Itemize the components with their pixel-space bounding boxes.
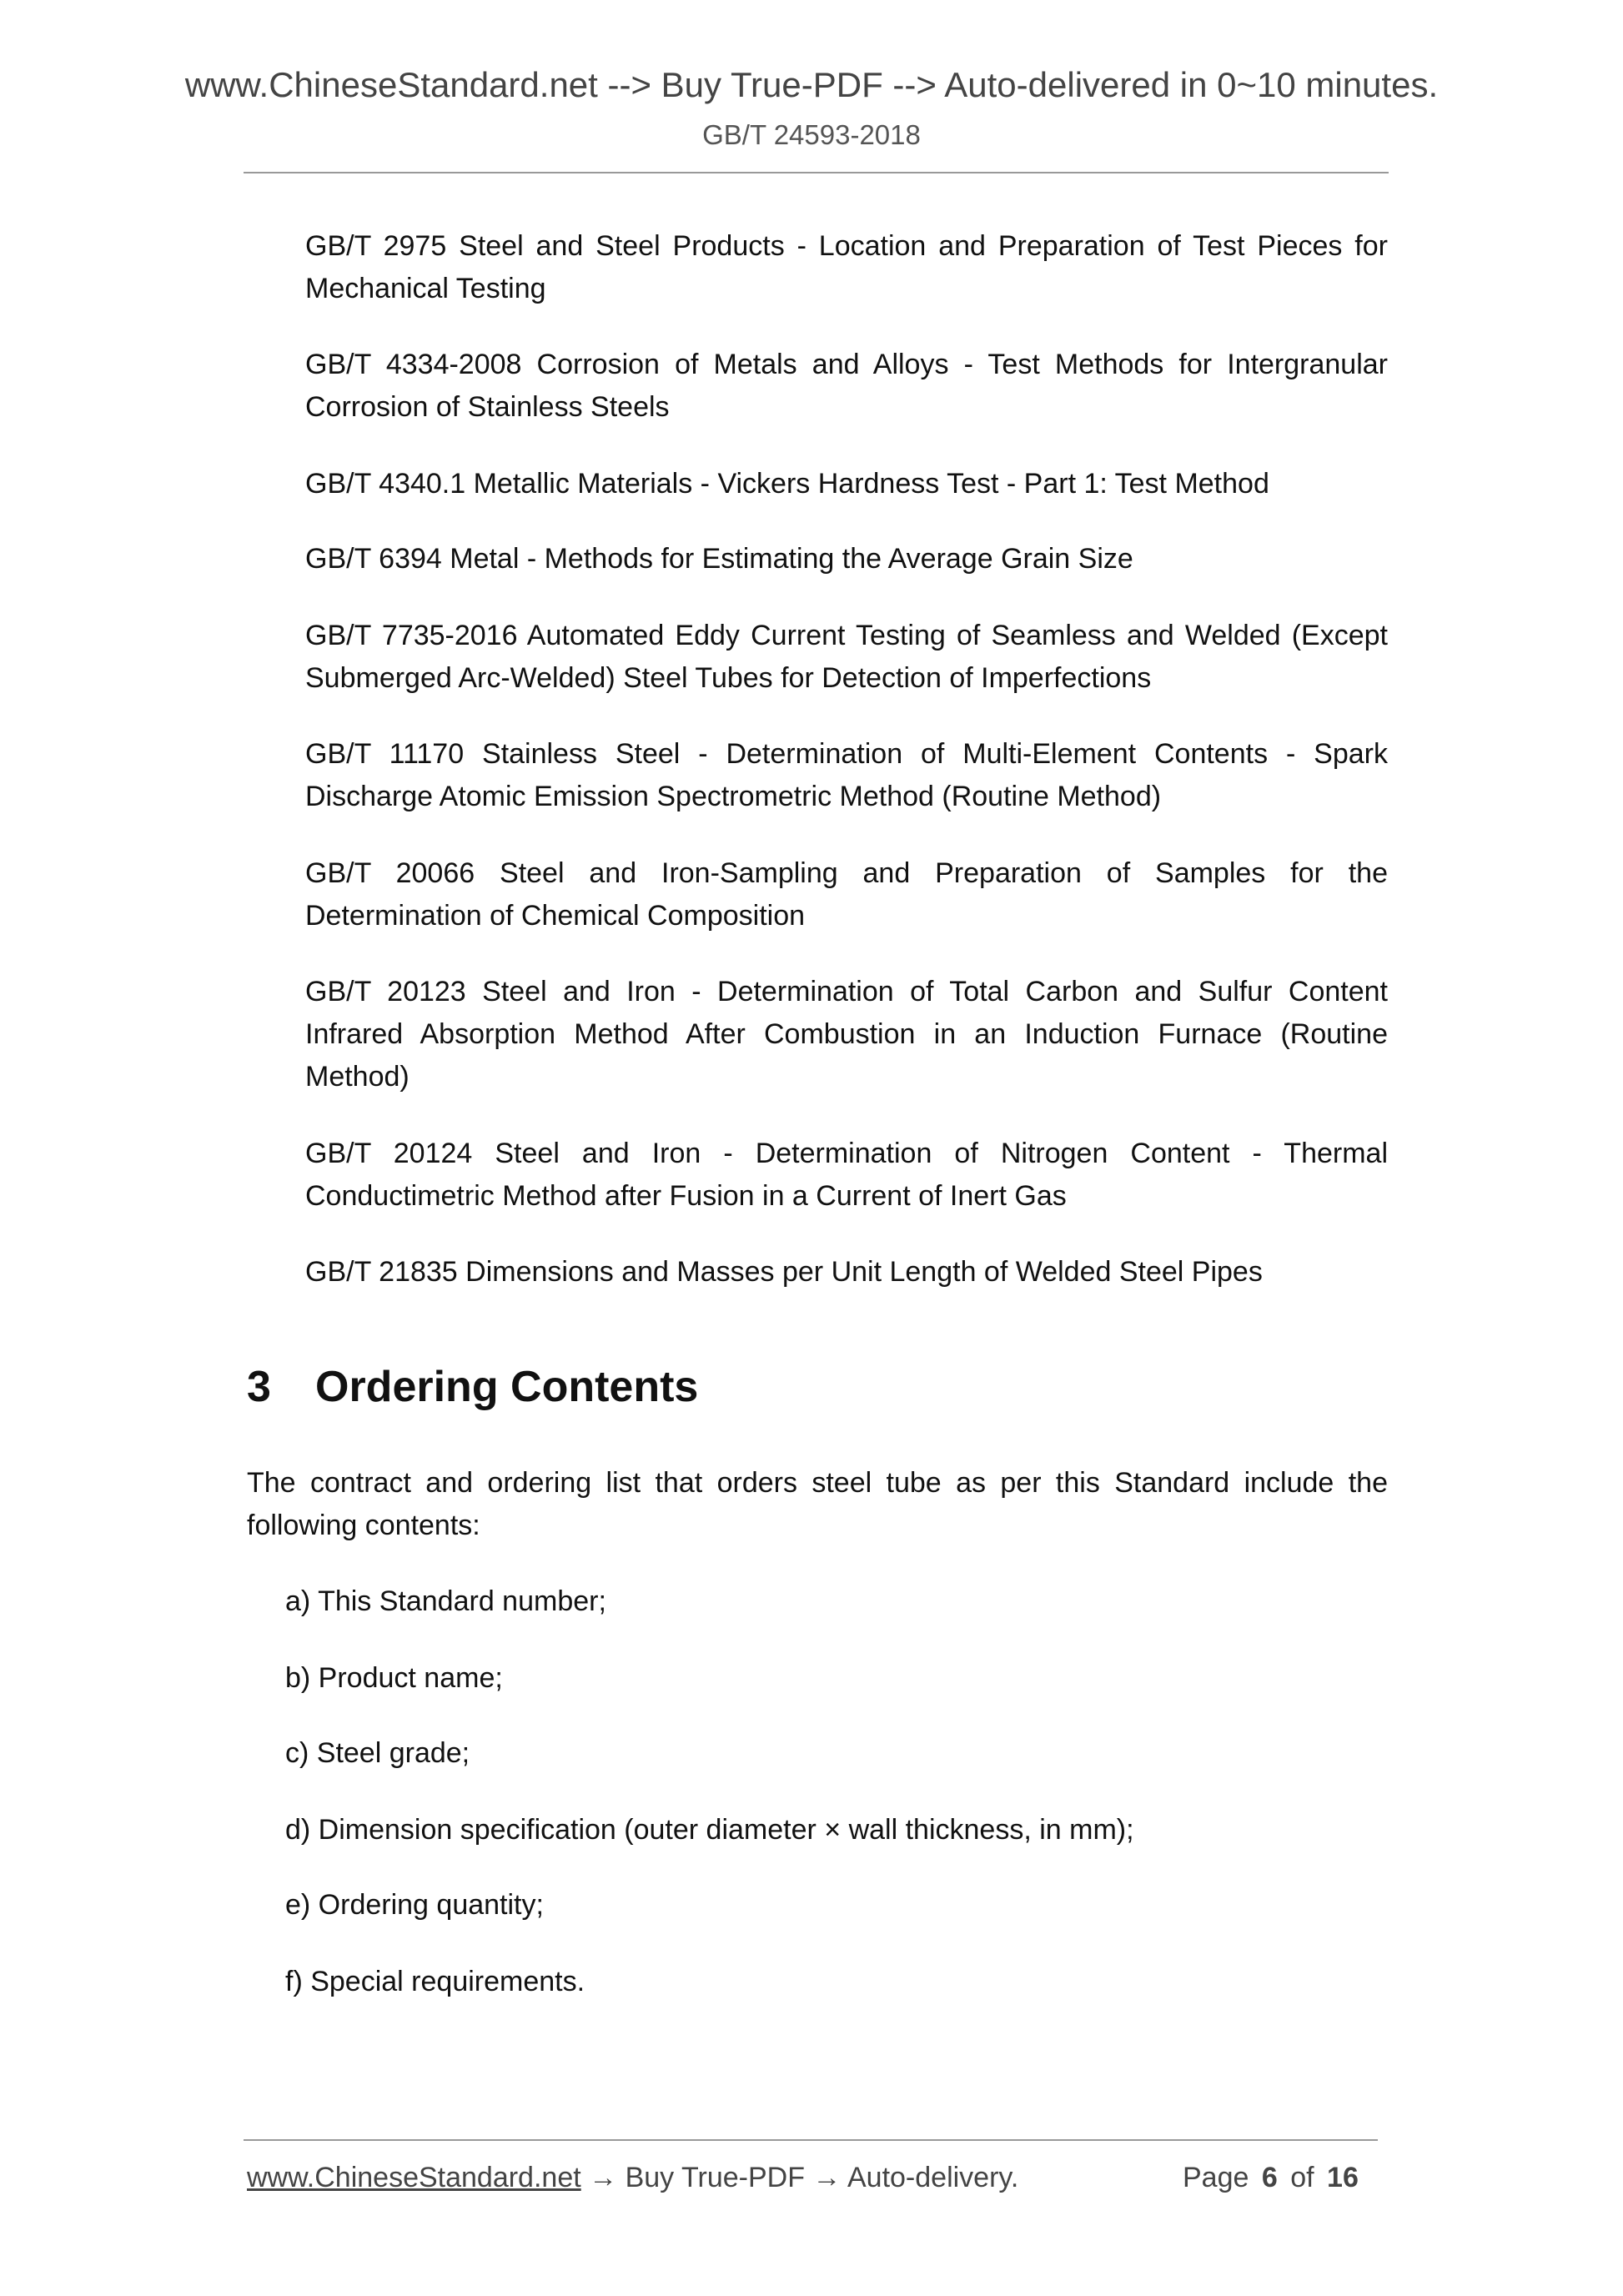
reference-item: GB/T 20123 Steel and Iron - Determination of Total Carbon and Sulfur Content Infrared Absorption Method After Combustion in an Induction Furnace (Routine Method) <box>305 976 1388 1093</box>
page-number: 6 <box>1261 2162 1278 2193</box>
reference-item: GB/T 20066 Steel and Iron-Sampling and Preparation of Samples for the Determination of Chemical Composition <box>305 857 1388 932</box>
header-divider <box>244 172 1389 173</box>
list-item: f) Special requirements. <box>285 1966 585 1997</box>
section-number: 3 <box>247 1363 271 1411</box>
section-title: Ordering Contents <box>315 1363 699 1411</box>
reference-item: GB/T 4340.1 Metallic Materials - Vickers Hardness Test - Part 1: Test Method <box>305 468 1269 500</box>
list-item: c) Steel grade; <box>285 1737 470 1769</box>
footer-caption: → Buy True-PDF → Auto-delivery. <box>580 2162 1019 2193</box>
reference-item: GB/T 2975 Steel and Steel Products - Location and Preparation of Test Pieces for Mechanical Testing <box>305 230 1388 304</box>
page-indicator <box>1183 2162 1359 2194</box>
reference-item: GB/T 4334-2008 Corrosion of Metals and Alloys - Test Methods for Intergranular Corrosion of Stainless Steels <box>305 349 1388 423</box>
list-item: a) This Standard number; <box>285 1585 606 1617</box>
document-id: GB/T 24593-2018 <box>702 119 921 150</box>
list-item: e) Ordering quantity; <box>285 1889 544 1921</box>
footer-link[interactable]: www.ChineseStandard.net <box>247 2162 581 2193</box>
footer-divider <box>244 2139 1378 2141</box>
section-heading <box>247 1362 698 1412</box>
reference-item: GB/T 6394 Metal - Methods for Estimating the Average Grain Size <box>305 543 1133 575</box>
reference-item: GB/T 11170 Stainless Steel - Determination of Multi-Element Contents - Spark Discharge Atomic Emission Spectrometric Method (Routine Method) <box>305 738 1388 812</box>
footer-text <box>247 2162 1018 2194</box>
of-label: of <box>1290 2162 1314 2193</box>
reference-item: GB/T 21835 Dimensions and Masses per Unit Length of Welded Steel Pipes <box>305 1256 1263 1288</box>
page-label: Page <box>1183 2162 1249 2193</box>
list-item: d) Dimension specification (outer diameter × wall thickness, in mm); <box>285 1814 1134 1846</box>
section-intro: The contract and ordering list that orders steel tube as per this Standard include the following contents: <box>247 1467 1388 1541</box>
reference-item: GB/T 20124 Steel and Iron - Determination of Nitrogen Content - Thermal Conductimetric Method after Fusion in a Current of Inert Gas <box>305 1138 1388 1212</box>
list-item: b) Product name; <box>285 1662 503 1694</box>
reference-item: GB/T 7735-2016 Automated Eddy Current Testing of Seamless and Welded (Except Submerged Arc-Welded) Steel Tubes for Detection of Imperfections <box>305 620 1388 694</box>
header-banner: www.ChineseStandard.net --> Buy True-PDF --> Auto-delivered in 0~10 minutes. <box>184 65 1439 104</box>
page-total: 16 <box>1327 2162 1359 2193</box>
